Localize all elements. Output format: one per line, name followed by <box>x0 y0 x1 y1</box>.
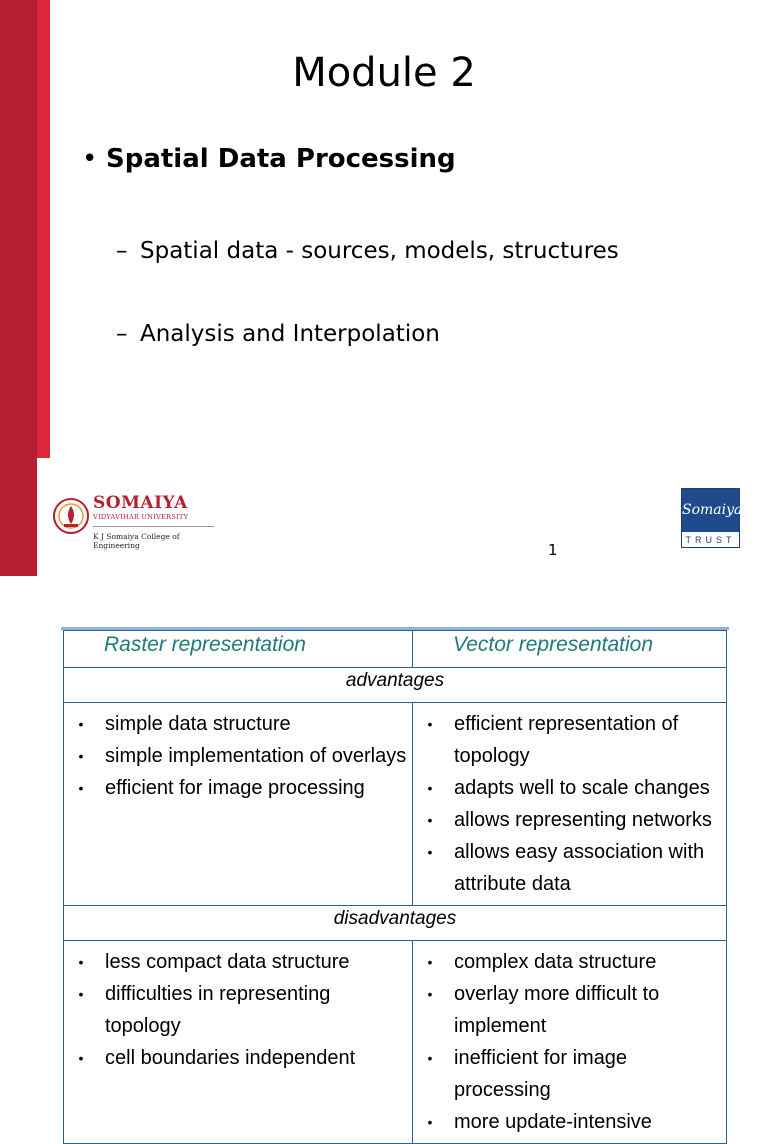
header-raster: Raster representation <box>64 631 413 668</box>
trust-logo-script: Somaiya <box>682 489 739 532</box>
list-item: • complex data structure <box>427 951 657 973</box>
vector-disadvantages-cell <box>413 941 727 1144</box>
somaiya-university-logo <box>52 486 214 550</box>
emblem-icon <box>52 488 90 544</box>
disadvantages-row <box>64 906 727 941</box>
comparison-table <box>63 630 727 1144</box>
logo-divider <box>93 526 214 527</box>
header-vector: Vector representation <box>413 631 727 668</box>
somaiya-trust-logo <box>681 488 743 548</box>
advantages-content-row <box>64 703 727 906</box>
main-bullet <box>82 144 456 174</box>
trust-logo-word: TRUST <box>685 535 736 545</box>
list-item: • adapts well to scale changes <box>427 777 710 799</box>
disadvantages-label: disadvantages <box>64 906 727 941</box>
sub-bullet-2 <box>116 321 440 347</box>
slide-title: Module 2 <box>292 50 476 96</box>
bullet-dot: • <box>82 144 98 174</box>
list-item: • allows easy association with attribute data <box>427 841 705 895</box>
list-item: • more update-intensive <box>427 1111 652 1133</box>
sub-bullet-text: Analysis and Interpolation <box>140 321 440 347</box>
advantages-row <box>64 668 727 703</box>
disadvantages-content-row <box>64 941 727 1144</box>
raster-disadvantages-cell <box>64 941 413 1144</box>
advantages-label: advantages <box>64 668 727 703</box>
vector-advantages-cell <box>413 703 727 906</box>
list-item: • cell boundaries independent <box>78 1047 356 1069</box>
list-item: • simple data structure <box>78 713 291 735</box>
list-item: • allows representing networks <box>427 809 712 831</box>
dash-icon: – <box>116 321 128 347</box>
list-item: • difficulties in representing topology <box>78 983 331 1037</box>
table-header-row <box>64 631 727 668</box>
list-item: • efficient for image processing <box>78 777 365 799</box>
list-item: • efficient representation of topology <box>427 713 679 767</box>
dash-icon: – <box>116 238 128 264</box>
logo-college: K J Somaiya College of Engineering <box>93 532 180 550</box>
list-item: • overlay more difficult to implement <box>427 983 660 1037</box>
list-item: • less compact data structure <box>78 951 350 973</box>
logo-name: SOMAIYA <box>93 493 188 513</box>
list-item: • inefficient for image processing <box>427 1047 628 1101</box>
sub-bullet-1 <box>116 238 619 264</box>
main-bullet-text: Spatial Data Processing <box>106 144 456 174</box>
page-number: 1 <box>548 541 558 559</box>
raster-advantages-cell <box>64 703 413 906</box>
logo-university: VIDYAVIHAR UNIVERSITY <box>93 513 189 521</box>
list-item: • simple implementation of overlays <box>78 745 407 767</box>
sub-bullet-text: Spatial data - sources, models, structures <box>140 238 619 264</box>
